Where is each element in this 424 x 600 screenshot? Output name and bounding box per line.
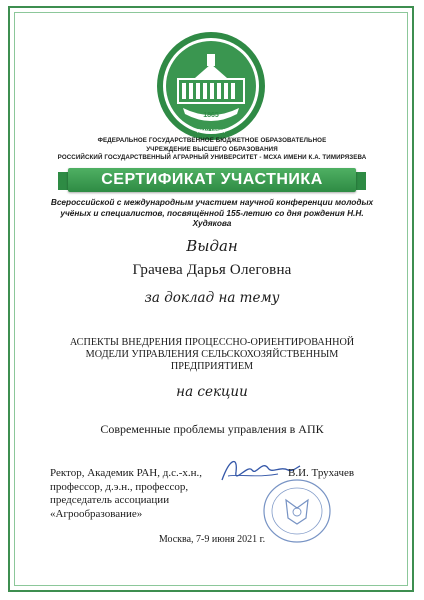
conference-description: Всероссийской с международным участием научной конференции молодых учёных и специалистов, посвящённой 155-летию со дня рождения Н.Н. Худякова	[50, 197, 374, 228]
talk-topic-line-1: АСПЕКТЫ ВНЕДРЕНИЯ ПРОЦЕССНО-ОРИЕНТИРОВАННОЙ	[69, 337, 355, 348]
for-talk-label: за доклад на тему	[144, 290, 280, 306]
certificate-title: СЕРТИФИКАТ УЧАСТНИКА	[101, 171, 323, 188]
certificate-title-banner	[68, 168, 356, 192]
university-logo-icon	[155, 30, 267, 142]
signatory-name: В.И. Трухачев	[288, 467, 355, 479]
talk-topic-line-2: МОДЕЛИ УПРАВЛЕНИЯ СЕЛЬСКОХОЗЯЙСТВЕННЫМ	[85, 349, 339, 360]
logo-year: 1865	[203, 112, 219, 119]
place-and-date: Москва, 7-9 июня 2021 г.	[158, 534, 266, 545]
signatory-line-1: Ректор, Академик РАН, д.с.-х.н.,	[50, 467, 203, 479]
signatory-line-3: председатель ассоциации	[50, 494, 170, 506]
section-label: на секции	[176, 384, 248, 400]
talk-topic	[20, 337, 404, 373]
logo-ribbon-text: РГАУ-МСХА	[197, 129, 225, 135]
section-name: Современные проблемы управления в АПК	[100, 422, 324, 436]
institution-line-2: УЧРЕЖДЕНИЕ ВЫСШЕГО ОБРАЗОВАНИЯ	[146, 145, 278, 153]
talk-topic-line-3: ПРЕДПРИЯТИЕМ	[170, 361, 254, 372]
institution-line-3: РОССИЙСКИЙ ГОСУДАРСТВЕННЫЙ АГРАРНЫЙ УНИВЕРСИТЕТ - МСХА ИМЕНИ К.А. ТИМИРЯЗЕВА	[57, 154, 367, 162]
signatory-line-4: «Агрообразование»	[50, 507, 143, 520]
issued-label: Выдан	[186, 237, 238, 255]
signatory-line-2: профессор, д.э.н., профессор,	[50, 480, 189, 493]
recipient-name: Грачева Дарья Олеговна	[132, 262, 292, 278]
institution-header	[20, 137, 404, 163]
institution-line-1: ФЕДЕРАЛЬНОЕ ГОСУДАРСТВЕННОЕ БЮДЖЕТНОЕ ОБРАЗОВАТЕЛЬНОЕ	[97, 137, 327, 144]
